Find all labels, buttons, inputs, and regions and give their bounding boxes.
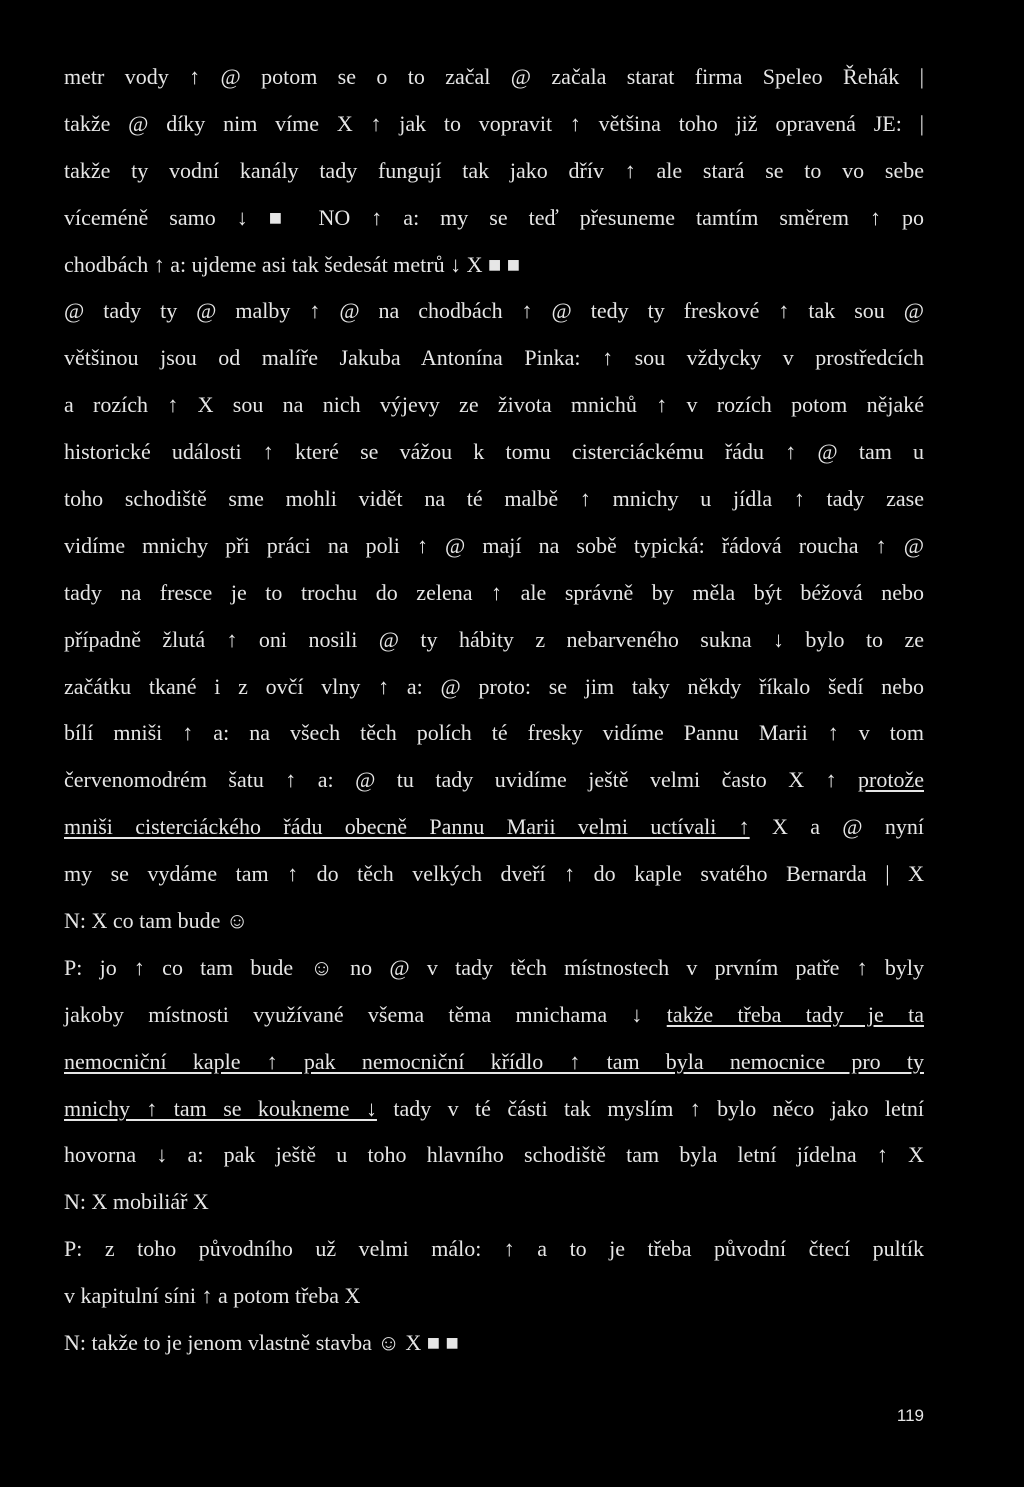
speaker-line: N: takže to je jenom vlastně stavba ☺ X ■ ■	[64, 1330, 459, 1356]
transcript-page	[64, 54, 924, 1367]
text-line: my se vydáme tam ↑ do těch velkých dveří ↑ do kaple svatého Bernarda | X	[64, 861, 924, 887]
underlined-segment: protože	[858, 767, 924, 793]
text-line: hovorna ↓ a: pak ještě u toho hlavního schodiště tam byla letní jídelna ↑ X	[64, 1142, 924, 1168]
text-line: bílí mniši ↑ a: na všech těch polích té fresky vidíme Pannu Marii ↑ v tom	[64, 720, 924, 746]
text-line: takže ty vodní kanály tady fungují tak jako dřív ↑ ale stará se to vo sebe	[64, 157, 924, 183]
text-line: většinou jsou od malíře Jakuba Antonína Pinka: ↑ sou vždycky v prostředcích	[64, 345, 924, 371]
speaker-line: P: z toho původního už velmi málo: ↑ a to je třeba původní čtecí pultík	[64, 1236, 924, 1262]
text-line: v kapitulní síni ↑ a potom třeba X	[64, 1283, 361, 1309]
text-line: metr vody ↑ @ potom se o to začal @ začala starat firma Speleo Řehák |	[64, 64, 924, 89]
text-line: chodbách ↑ a: ujdeme asi tak šedesát metrů ↓ X ■ ■	[64, 251, 521, 277]
text-segment: X a @ nyní	[749, 814, 924, 840]
speaker-line: N: X co tam bude ☺	[64, 908, 249, 934]
speaker-line: P: jo ↑ co tam bude ☺ no @ v tady těch místnostech v prvním patře ↑ byly	[64, 954, 924, 980]
text-line	[64, 757, 924, 804]
underlined-segment: mniši cisterciáckého řádu obecně Pannu Marii velmi uctívali ↑	[64, 814, 750, 840]
text-line: historické události ↑ které se vážou k tomu cisterciáckému řádu ↑ @ tam u	[64, 439, 924, 465]
text-line: takže @ díky nim víme X ↑ jak to vopravit ↑ většina toho již opravená JE: |	[64, 110, 924, 136]
text-segment: jakoby místnosti využívané všema těma mnichama ↓	[64, 1001, 667, 1027]
text-line: tady na fresce je to trochu do zelena ↑ ale správně by měla být béžová nebo	[64, 579, 924, 605]
text-line: vidíme mnichy při práci na poli ↑ @ mají na sobě typická: řádová roucha ↑ @	[64, 532, 924, 558]
page-number: 119	[896, 1406, 924, 1425]
text-segment: červenomodrém šatu ↑ a: @ tu tady uvidíme ještě velmi často X ↑	[64, 767, 859, 793]
underlined-line: nemocniční kaple ↑ pak nemocniční křídlo ↑ tam byla nemocnice pro ty	[64, 1048, 924, 1074]
text-line	[64, 804, 924, 851]
text-line	[64, 992, 924, 1039]
text-line	[64, 1086, 924, 1133]
text-line: a rozích ↑ X sou na nich výjevy ze života mnichů ↑ v rozích potom nějaké	[64, 392, 924, 418]
text-line: toho schodiště sme mohli vidět na té malbě ↑ mnichy u jídla ↑ tady zase	[64, 486, 924, 512]
text-line: začátku tkané i z ovčí vlny ↑ a: @ proto: se jim taky někdy říkalo šedí nebo	[64, 673, 924, 699]
text-line: @ tady ty @ malby ↑ @ na chodbách ↑ @ tedy ty freskové ↑ tak sou @	[64, 298, 924, 324]
text-segment: tady v té části tak myslím ↑ bylo něco jako letní	[376, 1095, 924, 1121]
underlined-segment: mnichy ↑ tam se koukneme ↓	[64, 1095, 377, 1121]
speaker-line: N: X mobiliář X	[64, 1189, 209, 1215]
underlined-segment: takže třeba tady je ta	[666, 1001, 924, 1027]
text-line: případně žlutá ↑ oni nosili @ ty hábity z nebarveného sukna ↓ bylo to ze	[64, 626, 924, 652]
text-line: víceméně samo ↓ ■ NO ↑ a: my se teď přesuneme tamtím směrem ↑ po	[64, 204, 924, 230]
